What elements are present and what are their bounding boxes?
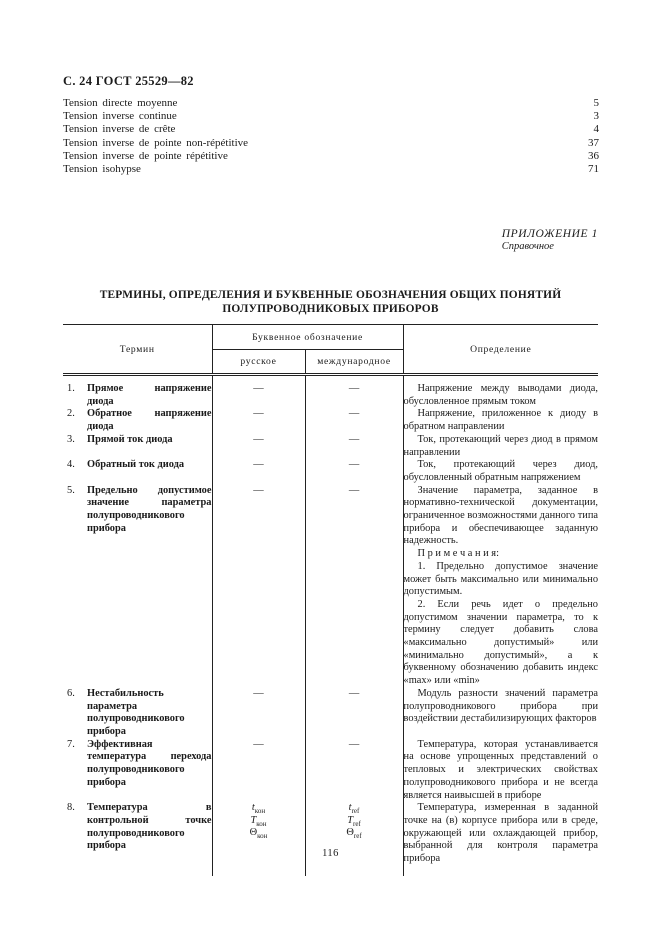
international-designation-cell: —	[305, 408, 403, 433]
international-designation-cell: —	[305, 434, 403, 459]
table-row	[63, 408, 598, 433]
symbol-T-kon: $T_{кон}$	[250, 814, 267, 828]
index-entry	[63, 137, 599, 150]
definition-cell	[403, 739, 598, 803]
table-row	[63, 739, 598, 803]
definition-cell	[403, 434, 598, 459]
index-entry	[63, 97, 599, 110]
russian-designation-cell: —	[212, 408, 305, 433]
term-text: Прямое напряжение диода	[87, 383, 212, 407]
international-designation-cell: —	[305, 459, 403, 484]
term-wrap	[63, 739, 212, 790]
index-entry-label: Tension inverse continue	[63, 110, 177, 123]
table-row	[63, 375, 598, 409]
index-entry-label: Tension directe moyenne	[63, 97, 178, 109]
header-russian: русское	[212, 350, 305, 375]
term-cell	[63, 375, 212, 409]
page-title-line2: ПОЛУПРОВОДНИКОВЫХ ПРИБОРОВ	[222, 302, 439, 315]
definition-paragraph: Температура, которая устанавливается на основе упрощенных представлений о тепловых и электрических свойствах полупроводникового прибора и не всегда является наивысшей в приборе	[403, 738, 599, 801]
definition-cell	[403, 375, 598, 409]
term-cell	[63, 459, 212, 484]
index-entry	[63, 110, 599, 123]
index-entry-label: Tension inverse de pointe répétitive	[63, 149, 228, 162]
index-entry	[63, 150, 599, 163]
table-row	[63, 459, 598, 484]
term-number: 3.	[67, 433, 75, 445]
definition-cell	[403, 688, 598, 739]
term-wrap	[63, 408, 212, 433]
definition-paragraph: Ток, протекающий через диод, обусловленный обратным напряжением	[403, 459, 599, 483]
term-text: Прямой ток диода	[87, 433, 173, 445]
definition-cell	[403, 408, 598, 433]
index-entry-label: Tension isohypse	[63, 163, 141, 176]
term-wrap	[63, 434, 212, 447]
term-number: 8.	[67, 802, 75, 814]
index-entry-page: 3	[593, 110, 599, 123]
table-row	[63, 802, 598, 876]
term-wrap	[63, 802, 212, 853]
annex-title: ПРИЛОЖЕНИЕ 1	[501, 228, 598, 240]
russian-designation-cell: —	[212, 375, 305, 409]
annex-block	[502, 228, 598, 254]
term-text: Обратное напряжение диода	[87, 408, 212, 433]
term-text: Эффективная температура перехода полупроводникового прибора	[87, 738, 212, 788]
term-number: 1.	[67, 383, 75, 394]
definition-paragraph: Напряжение между выводами диода, обусловленное прямым током	[403, 383, 599, 407]
international-designation-cell	[305, 802, 403, 876]
header-international: международное	[305, 350, 403, 375]
definition-notes-label: П р и м е ч а н и я:	[417, 548, 499, 560]
definition-cell	[403, 485, 598, 688]
symbol-T-ref: $T_{ref}$	[347, 814, 361, 828]
symbol-t-ref: $t_{ref}$	[348, 802, 360, 816]
term-cell	[63, 434, 212, 459]
definition-cell	[403, 459, 598, 484]
international-designation-cell: —	[305, 739, 403, 803]
header-definition: Определение	[403, 325, 598, 375]
symbol-theta-ref: $\Theta_{ref}$	[346, 827, 362, 841]
definition-note-2: 2. Если речь идет о предельно допустимом значении параметра, то к термину следует добавить слова «максимально допустимый» или «минимально допустимый», а к буквенному обозначению добавить индекс «max» или «min»	[403, 598, 599, 687]
index-entry-page: 4	[593, 123, 599, 136]
table-row	[63, 688, 598, 739]
term-wrap	[63, 688, 212, 739]
header-designation-group: Буквенное обозначение	[212, 325, 403, 350]
definition-paragraph: Ток, протекающий через диод в прямом направлении	[403, 433, 599, 458]
table-row	[63, 434, 598, 459]
term-cell	[63, 688, 212, 739]
terms-table	[63, 324, 598, 876]
international-designation-cell: —	[305, 688, 403, 739]
term-number: 7.	[67, 738, 75, 750]
term-number: 5.	[67, 484, 75, 496]
term-text: Предельно допустимое значение параметра полупроводникового прибора	[87, 484, 212, 534]
term-number: 2.	[67, 408, 75, 420]
russian-designation-cell: —	[212, 688, 305, 739]
russian-designation-cell	[212, 802, 305, 876]
index-entry-page: 5	[593, 97, 599, 109]
header-term: Термин	[63, 325, 212, 375]
table-header-row	[63, 325, 598, 350]
symbol-t-kon: $t_{кон}$	[251, 802, 266, 816]
term-wrap	[63, 459, 212, 472]
russian-designation-cell: —	[212, 434, 305, 459]
page-title-line1: ТЕРМИНЫ, ОПРЕДЕЛЕНИЯ И БУКВЕННЫЕ ОБОЗНАЧЕНИЯ ОБЩИХ ПОНЯТИЙ	[99, 289, 562, 301]
definition-paragraph: Напряжение, приложенное к диоду в обратном направлении	[403, 408, 599, 433]
definition-note-1: 1. Предельно допустимое значение может быть максимально или минимально допустимым.	[403, 560, 599, 598]
international-designation-cell: —	[305, 485, 403, 688]
definition-cell	[403, 802, 598, 876]
term-wrap	[63, 383, 212, 408]
term-number: 6.	[67, 687, 75, 699]
index-list	[63, 97, 599, 176]
russian-designation-cell: —	[212, 485, 305, 688]
symbol-theta-kon: $\Theta_{кон}$	[249, 827, 268, 841]
index-entry	[63, 123, 599, 136]
russian-designation-cell: —	[212, 739, 305, 803]
term-cell	[63, 739, 212, 803]
index-entry-page: 36	[588, 149, 599, 162]
document-header: С. 24 ГОСТ 25529—82	[63, 74, 194, 88]
russian-designation-cell: —	[212, 459, 305, 484]
table-row	[63, 485, 598, 688]
term-text: Нестабильность параметра полупроводникового прибора	[87, 687, 185, 737]
term-cell	[63, 802, 212, 876]
index-entry	[63, 163, 599, 176]
page-title	[30, 289, 631, 316]
table-header	[63, 325, 598, 375]
index-entry-label: Tension inverse de pointe non-répétitive	[63, 136, 249, 149]
term-cell	[63, 408, 212, 433]
definition-paragraph: Значение параметра, заданное в нормативно-технической документации, ограниченное возможностями данного типа прибора и обеспечивающее заданную надежность.	[403, 484, 599, 547]
term-wrap	[63, 485, 212, 536]
term-text: Температура в контрольной точке полупроводникового прибора	[87, 802, 212, 852]
definition-paragraph: Температура, измеренная в заданной точке на (в) корпусе прибора или в среде, окружающей или охлаждающей прибор, выбранной для контроля параметра прибора	[403, 802, 599, 865]
definition-paragraph: Модуль разности значений параметра полупроводникового прибора при воздействии дестабилизирующих факторов	[403, 687, 599, 725]
page-number: 116	[322, 848, 339, 859]
annex-inner	[502, 228, 598, 252]
term-cell	[63, 485, 212, 688]
term-text: Обратный ток диода	[87, 459, 185, 471]
international-designation-cell: —	[305, 375, 403, 409]
term-number: 4.	[67, 459, 75, 471]
index-entry-page: 37	[588, 136, 599, 149]
index-entry-label: Tension inverse de crête	[63, 123, 176, 136]
annex-subtitle: Справочное	[501, 241, 554, 252]
index-entry-page: 71	[588, 163, 599, 176]
